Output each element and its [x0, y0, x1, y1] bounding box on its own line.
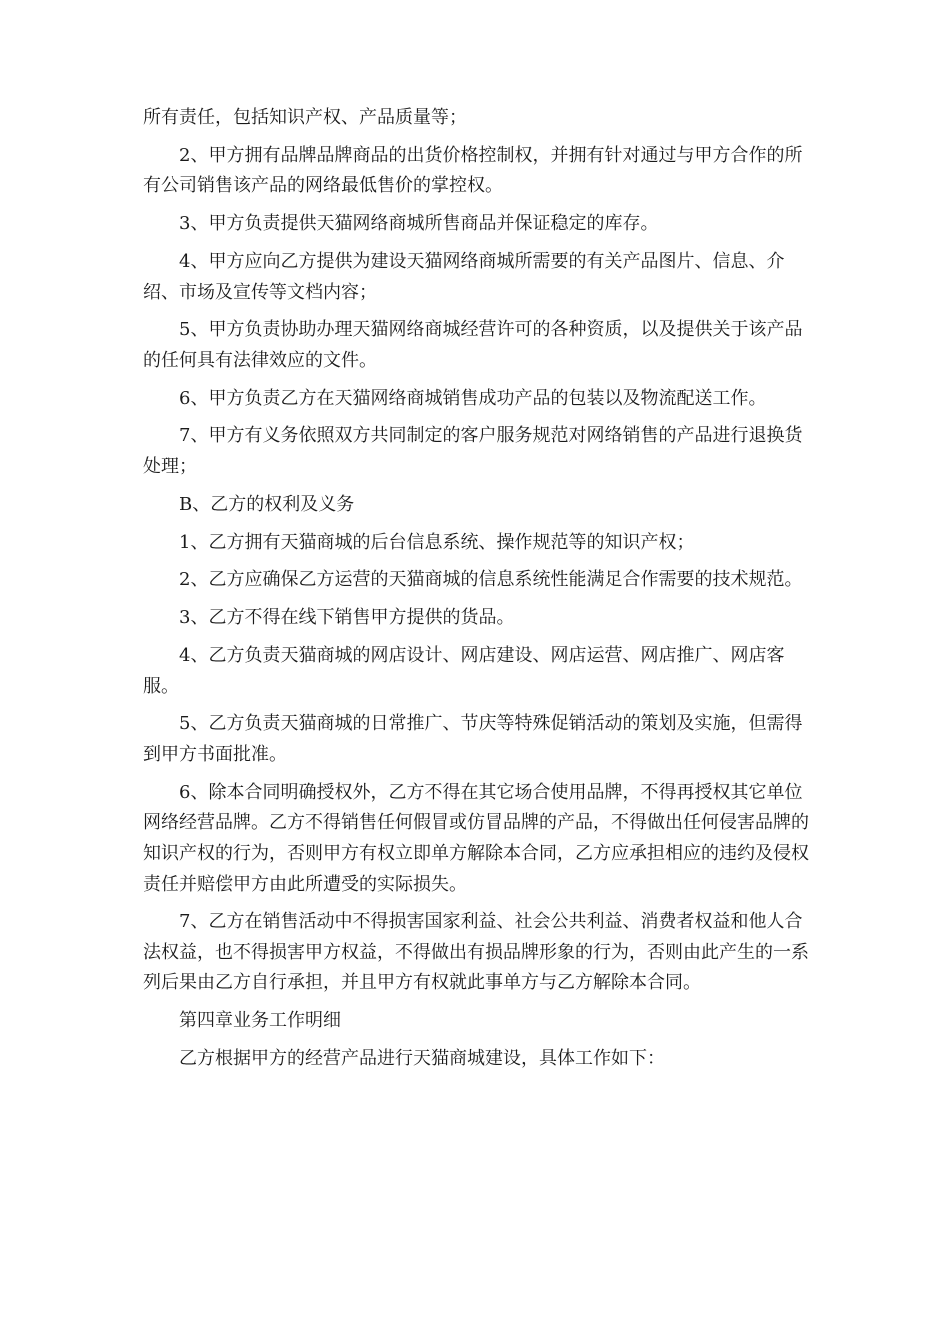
document-body	[143, 103, 819, 1075]
paragraph-b5: 5、乙方负责天猫商城的日常推广、节庆等特殊促销活动的策划及实施，但需得到甲方书面批准。	[143, 713, 803, 765]
paragraph-b6: 6、除本合同明确授权外，乙方不得在其它场合使用品牌，不得再授权其它单位网络经营品牌。乙方不得销售任何假冒或仿冒品牌的产品，不得做出任何侵害品牌的知识产权的行为，否则甲方有权立即单方解除本合同，乙方应承担相应的违约及侵权责任并赔偿甲方由此所遭受的实际损失。	[143, 781, 809, 895]
chapter-heading: 第四章业务工作明细	[179, 1010, 341, 1032]
paragraph-a2: 2、甲方拥有品牌品牌商品的出货价格控制权，并拥有针对通过与甲方合作的所有公司销售该产品的网络最低售价的掌控权。	[143, 144, 803, 197]
paragraph-a7: 7、甲方有义务依照双方共同制定的客户服务规范对网络销售的产品进行退换货处理；	[143, 425, 803, 478]
paragraph-a5: 5、甲方负责协助办理天猫网络商城经营许可的各种资质，以及提供关于该产品的任何具有法律效应的文件。	[143, 319, 803, 371]
paragraph-b1: 1、乙方拥有天猫商城的后台信息系统、操作规范等的知识产权；	[179, 531, 695, 553]
section-heading-b: B、乙方的权利及义务	[179, 493, 355, 515]
paragraph-b7: 7、乙方在销售活动中不得损害国家利益、社会公共利益、消费者权益和他人合法权益，也不得损害甲方权益，不得做出有损品牌形象的行为，否则由此产生的一系列后果由乙方自行承担，并且甲方有权就此事单方与乙方解除本合同。	[143, 911, 809, 994]
paragraph-a6: 6、甲方负责乙方在天猫网络商城销售成功产品的包装以及物流配送工作。	[179, 387, 767, 409]
paragraph-chapter-intro: 乙方根据甲方的经营产品进行天猫商城建设，具体工作如下：	[179, 1048, 665, 1070]
paragraph-b4: 4、乙方负责天猫商城的网店设计、网店建设、网店运营、网店推广、网店客服。	[143, 644, 785, 697]
paragraph-a3: 3、甲方负责提供天猫网络商城所售商品并保证稳定的库存。	[179, 213, 659, 235]
paragraph-b2: 2、乙方应确保乙方运营的天猫商城的信息系统性能满足合作需要的技术规范。	[179, 569, 803, 591]
paragraph-continuation: 所有责任，包括知识产权、产品质量等；	[143, 107, 467, 128]
paragraph-a4: 4、甲方应向乙方提供为建设天猫网络商城所需要的有关产品图片、信息、介绍、市场及宣传等文档内容；	[143, 250, 785, 303]
paragraph-b3: 3、乙方不得在线下销售甲方提供的货品。	[179, 607, 515, 629]
